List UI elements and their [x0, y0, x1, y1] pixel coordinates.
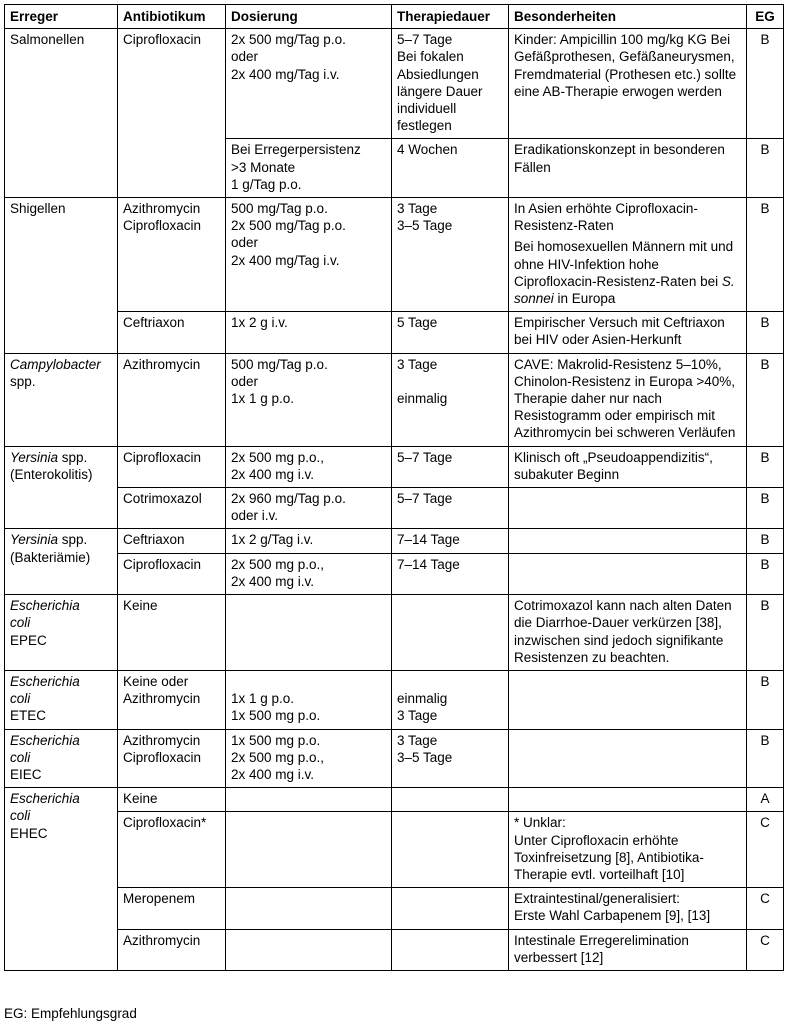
antibiotikum-cell: Ciprofloxacin* [118, 812, 226, 888]
dauer-cell [392, 929, 509, 970]
dosierung-cell: 1x 1 g p.o. 1x 500 mg p.o. [226, 670, 392, 729]
header-antibiotikum: Antibiotikum [118, 5, 226, 29]
besonderheiten-cell [509, 529, 747, 553]
table-row [5, 812, 784, 888]
besonderheiten-cell [509, 670, 747, 729]
antibiotikum-cell: Ceftriaxon [118, 312, 226, 353]
eg-cell: B [747, 529, 784, 553]
eg-cell: B [747, 198, 784, 312]
table-row [5, 595, 784, 671]
eg-cell: C [747, 929, 784, 970]
dosierung-cell: Bei Erregerpersistenz >3 Monate 1 g/Tag p.o. [226, 139, 392, 198]
dosierung-cell: 2x 500 mg/Tag p.o. oder 2x 400 mg/Tag i.v. [226, 29, 392, 139]
header-eg: EG [747, 5, 784, 29]
table-row [5, 29, 784, 139]
dauer-cell: 5 Tage [392, 312, 509, 353]
table-row [5, 488, 784, 529]
dosierung-cell [226, 788, 392, 812]
table-row [5, 353, 784, 446]
besonderheiten-cell [509, 488, 747, 529]
table-row [5, 553, 784, 594]
eg-cell: B [747, 139, 784, 198]
dosierung-cell: 2x 500 mg p.o., 2x 400 mg i.v. [226, 446, 392, 487]
erreger-cell: Escherichia coli ETEC [5, 670, 118, 729]
besonderheiten-cell [509, 553, 747, 594]
eg-cell: B [747, 670, 784, 729]
erreger-cell: Escherichia coli EIEC [5, 729, 118, 788]
antibiotikum-cell: Ceftriaxon [118, 529, 226, 553]
erreger-cell: Yersinia spp. (Enterokolitis) [5, 446, 118, 529]
table-row [5, 729, 784, 788]
antibiotikum-cell: Azithromycin [118, 929, 226, 970]
dosierung-cell: 2x 500 mg p.o., 2x 400 mg i.v. [226, 553, 392, 594]
table-row [5, 529, 784, 553]
besonderheiten-cell: In Asien erhöhte Ciprofloxacin-Resistenz-Raten Bei homosexuellen Männern mit und ohne HIV-Infektion hohe Ciprofloxacin-Resistenz-Raten bei S. sonnei in Europa [509, 198, 747, 312]
besonderheiten-cell: Eradikationskonzept in besonderen Fällen [509, 139, 747, 198]
besonderheiten-cell [509, 788, 747, 812]
eg-cell: B [747, 353, 784, 446]
table-row [5, 198, 784, 312]
dauer-cell: 5–7 Tage [392, 446, 509, 487]
dauer-cell: 5–7 Tage Bei fokalen Absiedlungen längere Dauer individuell festlegen [392, 29, 509, 139]
dauer-cell: 3 Tage 3–5 Tage [392, 729, 509, 788]
erreger-cell: Yersinia spp. (Bakteriämie) [5, 529, 118, 595]
dosierung-cell: 2x 960 mg/Tag p.o. oder i.v. [226, 488, 392, 529]
dosierung-cell [226, 929, 392, 970]
erreger-cell: Salmonellen [5, 29, 118, 198]
antibiotikum-cell: Ciprofloxacin [118, 446, 226, 487]
besonderheiten-cell: Klinisch oft „Pseudoappendizitis“, subakuter Beginn [509, 446, 747, 487]
antibiotikum-cell: Ciprofloxacin [118, 553, 226, 594]
besonderheiten-cell: Empirischer Versuch mit Ceftriaxon bei HIV oder Asien-Herkunft [509, 312, 747, 353]
eg-cell: B [747, 446, 784, 487]
dosierung-cell: 500 mg/Tag p.o. oder 1x 1 g p.o. [226, 353, 392, 446]
dosierung-cell: 1x 2 g i.v. [226, 312, 392, 353]
eg-cell: B [747, 488, 784, 529]
eg-cell: C [747, 888, 784, 929]
dosierung-cell: 500 mg/Tag p.o. 2x 500 mg/Tag p.o. oder 2x 400 mg/Tag i.v. [226, 198, 392, 312]
erreger-cell: Shigellen [5, 198, 118, 354]
antibiotikum-cell: Azithromycin Ciprofloxacin [118, 729, 226, 788]
antibiotikum-cell: Keine oder Azithromycin [118, 670, 226, 729]
table-row [5, 888, 784, 929]
antibiotikum-cell: Meropenem [118, 888, 226, 929]
header-therapiedauer: Therapiedauer [392, 5, 509, 29]
besonderheiten-cell: Extraintestinal/generalisiert: Erste Wahl Carbapenem [9], [13] [509, 888, 747, 929]
eg-cell: B [747, 729, 784, 788]
antibiotikum-cell: Cotrimoxazol [118, 488, 226, 529]
therapy-table [4, 4, 784, 971]
table-row [5, 446, 784, 487]
header-dosierung: Dosierung [226, 5, 392, 29]
dosierung-cell [226, 595, 392, 671]
dauer-cell: einmalig 3 Tage [392, 670, 509, 729]
dosierung-cell: 1x 500 mg p.o. 2x 500 mg p.o., 2x 400 mg i.v. [226, 729, 392, 788]
besonderheiten-cell: * Unklar: Unter Ciprofloxacin erhöhte Toxinfreisetzung [8], Antibiotika- Therapie evtl. vorteilhaft [10] [509, 812, 747, 888]
eg-cell: B [747, 595, 784, 671]
besonderheiten-cell [509, 729, 747, 788]
erreger-cell: Campylobacter spp. [5, 353, 118, 446]
eg-cell: B [747, 29, 784, 139]
dosierung-cell [226, 888, 392, 929]
table-row [5, 929, 784, 970]
dauer-cell: 4 Wochen [392, 139, 509, 198]
dauer-cell [392, 812, 509, 888]
erreger-cell: Escherichia coli EHEC [5, 788, 118, 971]
table-row [5, 670, 784, 729]
antibiotikum-cell: Azithromycin [118, 353, 226, 446]
footnote: EG: Empfehlungsgrad [4, 1006, 137, 1021]
table-row [5, 788, 784, 812]
antibiotikum-cell: Keine [118, 788, 226, 812]
header-besonderheiten: Besonderheiten [509, 5, 747, 29]
eg-cell: B [747, 553, 784, 594]
header-row [5, 5, 784, 29]
eg-cell: C [747, 812, 784, 888]
dauer-cell [392, 888, 509, 929]
dauer-cell [392, 788, 509, 812]
besonderheiten-cell: Kinder: Ampicillin 100 mg/kg KG Bei Gefäßprothesen, Gefäßaneurysmen, Fremdmaterial (Prothesen etc.) sollte eine AB-Therapie erwogen werden [509, 29, 747, 139]
dosierung-cell: 1x 2 g/Tag i.v. [226, 529, 392, 553]
eg-cell: B [747, 312, 784, 353]
dauer-cell: 7–14 Tage [392, 529, 509, 553]
dauer-cell: 3 Tage einmalig [392, 353, 509, 446]
header-erreger: Erreger [5, 5, 118, 29]
dauer-cell [392, 595, 509, 671]
besonderheiten-cell: CAVE: Makrolid-Resistenz 5–10%, Chinolon-Resistenz in Europa >40%, Therapie daher nur nach Resistogramm oder empirisch mit Azithromycin bei schweren Verläufen [509, 353, 747, 446]
antibiotikum-cell: Keine [118, 595, 226, 671]
erreger-cell: Escherichia coli EPEC [5, 595, 118, 671]
dosierung-cell [226, 812, 392, 888]
antibiotikum-cell: Azithromycin Ciprofloxacin [118, 198, 226, 312]
table-row [5, 312, 784, 353]
besonderheiten-cell: Intestinale Erregerelimination verbessert [12] [509, 929, 747, 970]
dauer-cell: 5–7 Tage [392, 488, 509, 529]
besonderheiten-cell: Cotrimoxazol kann nach alten Daten die Diarrhoe-Dauer verkürzen [38], inzwischen sind jedoch signifikante Resistenzen zu beachten. [509, 595, 747, 671]
eg-cell: A [747, 788, 784, 812]
antibiotikum-cell: Ciprofloxacin [118, 29, 226, 198]
dauer-cell: 3 Tage 3–5 Tage [392, 198, 509, 312]
dauer-cell: 7–14 Tage [392, 553, 509, 594]
